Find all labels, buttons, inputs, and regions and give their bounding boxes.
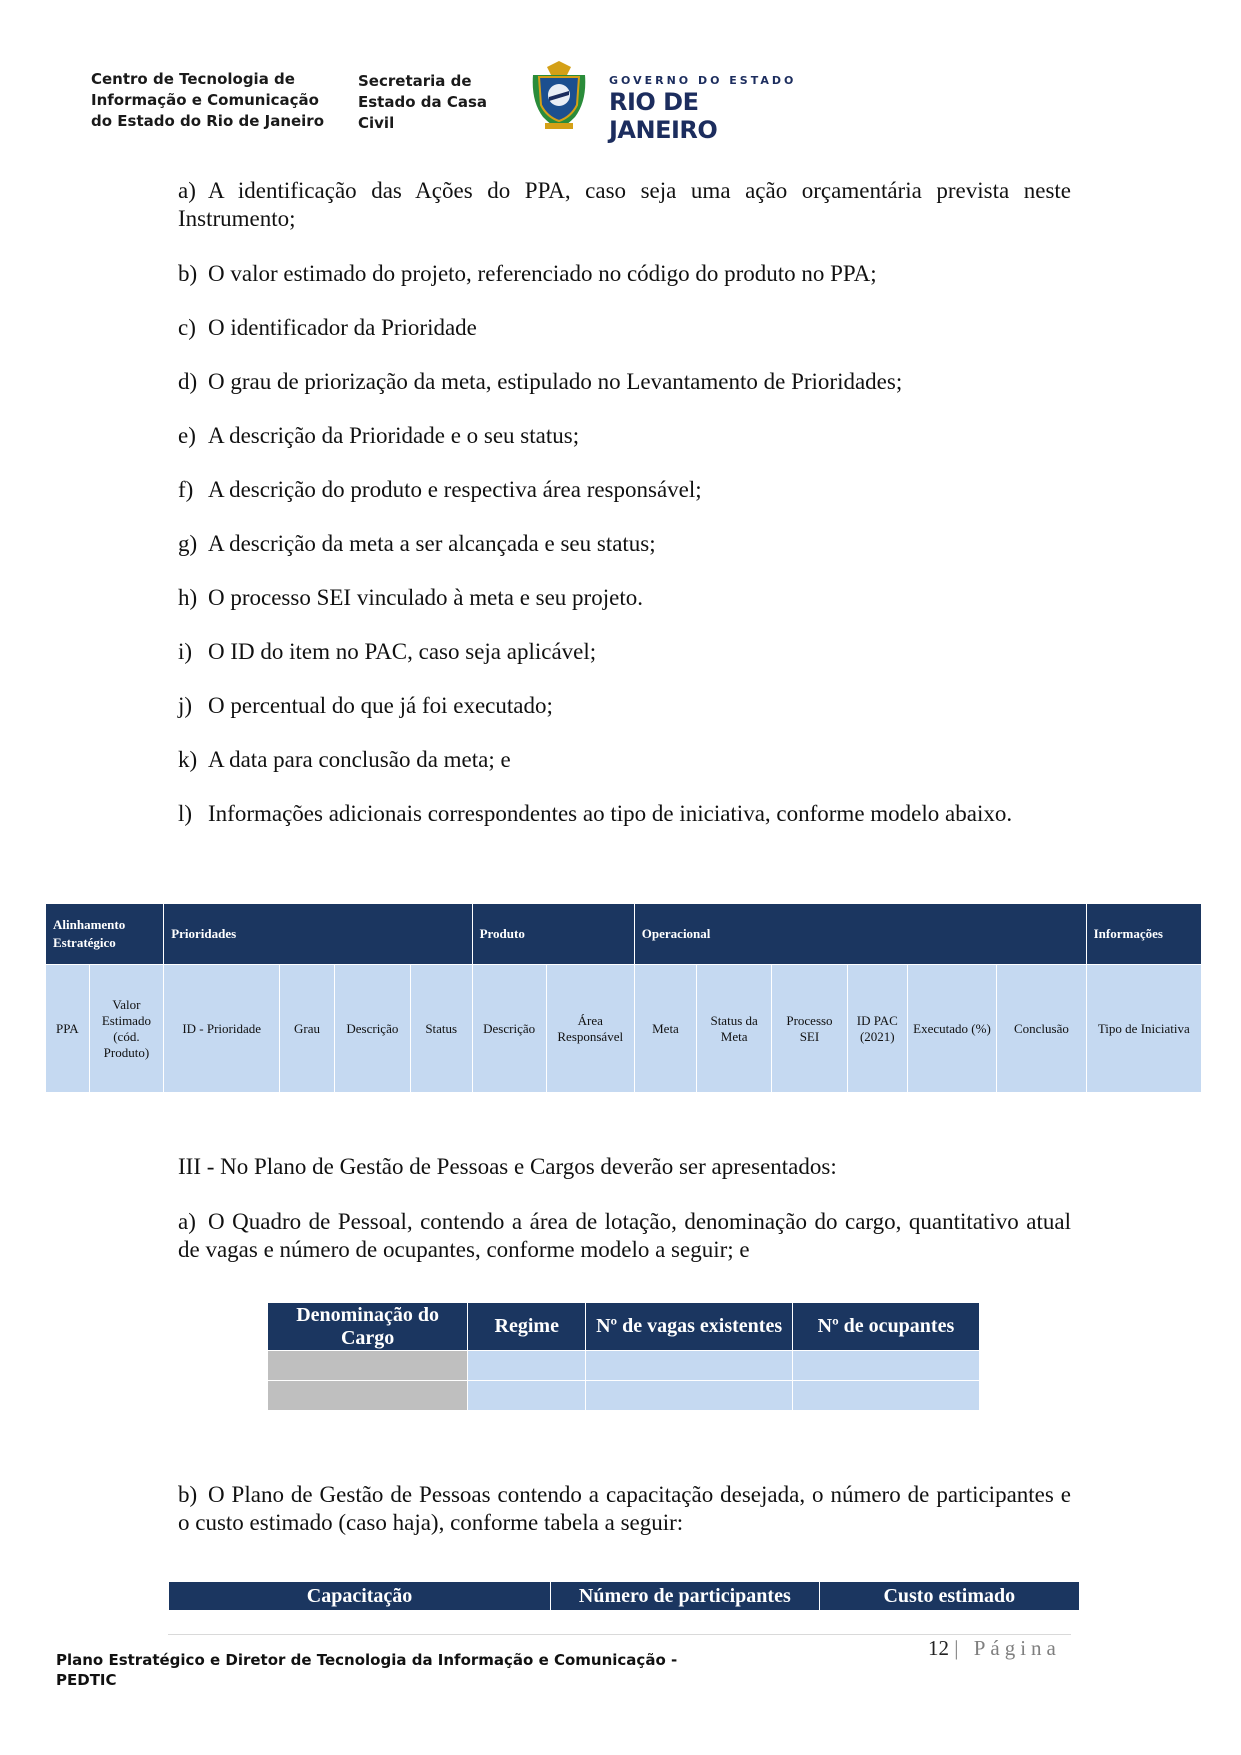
table-header-row bbox=[169, 1582, 1080, 1611]
list-item bbox=[178, 638, 596, 666]
column-header: Status da Meta bbox=[697, 965, 772, 1093]
group-header: Alinhamento Estratégico bbox=[46, 904, 164, 965]
list-item-text: O percentual do que já foi executado; bbox=[208, 693, 553, 718]
column-header: Meta bbox=[634, 965, 696, 1093]
list-item-label: l) bbox=[178, 801, 193, 826]
header-secretariat-line: Civil bbox=[358, 114, 395, 132]
list-item-label: i) bbox=[178, 639, 193, 664]
table-cell bbox=[792, 1381, 979, 1411]
header-org-line: do Estado do Rio de Janeiro bbox=[91, 112, 325, 130]
column-header: Status bbox=[410, 965, 472, 1093]
logo-main-text: RIO DE JANEIRO bbox=[609, 88, 718, 144]
list-item-text: O grau de priorização da meta, estipulado no Levantamento de Prioridades; bbox=[208, 369, 903, 394]
paragraph-text: O Plano de Gestão de Pessoas contendo a capacitação desejada, o número de participantes e o custo estimado (caso haja), conforme tabela a seguir: bbox=[178, 1482, 1071, 1535]
table-group-header-row bbox=[46, 904, 1202, 965]
group-header: Prioridades bbox=[164, 904, 472, 965]
section-title: III - No Plano de Gestão de Pessoas e Cargos deverão ser apresentados: bbox=[178, 1154, 837, 1179]
column-header: ID PAC (2021) bbox=[847, 965, 907, 1093]
list-item-text: A identificação das Ações do PPA, caso seja uma ação orçamentária prevista neste Instrumento; bbox=[178, 178, 1071, 231]
column-header: Grau bbox=[280, 965, 335, 1093]
section-paragraph-a bbox=[178, 1208, 1071, 1264]
table-cell bbox=[268, 1381, 468, 1411]
table-row bbox=[268, 1351, 980, 1381]
table-cell bbox=[468, 1381, 586, 1411]
column-header: Executado (%) bbox=[907, 965, 996, 1093]
table-cell bbox=[468, 1351, 586, 1381]
list-item bbox=[178, 692, 553, 720]
list-item bbox=[178, 530, 656, 558]
column-header: Custo estimado bbox=[819, 1582, 1079, 1611]
paragraph-text: O Quadro de Pessoal, contendo a área de lotação, denominação do cargo, quantitativo atual de vagas e número de ocupantes, conforme modelo a seguir; e bbox=[178, 1209, 1071, 1262]
list-item-text: O ID do item no PAC, caso seja aplicável; bbox=[208, 639, 597, 664]
list-item bbox=[178, 800, 1071, 828]
column-header: Descrição bbox=[472, 965, 546, 1093]
list-item-text: A descrição da meta a ser alcançada e seu status; bbox=[208, 531, 656, 556]
footer-page-indicator bbox=[928, 1636, 1061, 1661]
list-item-label: d) bbox=[178, 369, 198, 394]
column-header: Capacitação bbox=[169, 1582, 551, 1611]
list-item-text: Informações adicionais correspondentes ao tipo de iniciativa, conforme modelo abaixo. bbox=[208, 801, 1013, 826]
footer-document-title: Plano Estratégico e Diretor de Tecnologia da Informação e Comunicação - PEDTIC bbox=[56, 1651, 678, 1689]
rj-coat-of-arms-icon bbox=[527, 61, 591, 133]
column-header: Conclusão bbox=[997, 965, 1086, 1093]
column-header: Valor Estimado (cód. Produto) bbox=[89, 965, 164, 1093]
list-item-text: O processo SEI vinculado à meta e seu projeto. bbox=[208, 585, 643, 610]
list-item bbox=[178, 746, 511, 774]
list-item-label: h) bbox=[178, 585, 198, 610]
header-secretariat bbox=[358, 71, 508, 134]
list-item-label: k) bbox=[178, 747, 198, 772]
table-cell bbox=[792, 1351, 979, 1381]
list-item-label: g) bbox=[178, 531, 198, 556]
footer-divider bbox=[168, 1634, 1071, 1635]
column-header: Área Responsável bbox=[546, 965, 634, 1093]
initiative-model-table bbox=[45, 903, 1202, 1093]
column-header: Número de participantes bbox=[551, 1582, 819, 1611]
column-header: Processo SEI bbox=[772, 965, 848, 1093]
staff-table bbox=[267, 1302, 980, 1411]
list-item bbox=[178, 422, 579, 450]
table-row bbox=[268, 1381, 980, 1411]
header-secretariat-line: Secretaria de bbox=[358, 72, 472, 90]
column-header: Descrição bbox=[334, 965, 410, 1093]
list-item bbox=[178, 368, 902, 396]
table-cell bbox=[586, 1351, 793, 1381]
table-cell bbox=[586, 1381, 793, 1411]
list-item-text: A data para conclusão da meta; e bbox=[208, 747, 511, 772]
list-item-label: c) bbox=[178, 315, 196, 340]
list-item-label: a) bbox=[178, 178, 196, 203]
training-table bbox=[168, 1581, 1080, 1611]
header-org-line: Centro de Tecnologia de bbox=[91, 70, 295, 88]
paragraph-label: b) bbox=[178, 1482, 198, 1507]
list-item bbox=[178, 260, 877, 288]
column-header: Nº de ocupantes bbox=[792, 1303, 979, 1351]
table-header-row bbox=[268, 1303, 980, 1351]
column-header: Nº de vagas existentes bbox=[586, 1303, 793, 1351]
column-header: PPA bbox=[46, 965, 90, 1093]
group-header: Informações bbox=[1086, 904, 1201, 965]
list-item bbox=[178, 584, 643, 612]
list-item-text: A descrição da Prioridade e o seu status; bbox=[208, 423, 580, 448]
column-header: ID - Prioridade bbox=[164, 965, 280, 1093]
list-item bbox=[178, 314, 477, 342]
column-header: Tipo de Iniciativa bbox=[1086, 965, 1201, 1093]
paragraph-label: a) bbox=[178, 1209, 196, 1234]
rj-government-logo bbox=[527, 61, 807, 144]
page-label: | Página bbox=[954, 1636, 1061, 1660]
list-item-text: O identificador da Prioridade bbox=[208, 315, 477, 340]
list-item-label: j) bbox=[178, 693, 193, 718]
list-item-label: f) bbox=[178, 477, 194, 502]
header-org-name bbox=[91, 69, 341, 132]
group-header: Produto bbox=[472, 904, 634, 965]
header-org-line: Informação e Comunicação bbox=[91, 91, 319, 109]
group-header: Operacional bbox=[634, 904, 1086, 965]
list-item bbox=[178, 476, 702, 504]
table-column-header-row bbox=[46, 965, 1202, 1093]
list-item-label: b) bbox=[178, 261, 198, 286]
section-paragraph-b bbox=[178, 1481, 1071, 1537]
table-cell bbox=[268, 1351, 468, 1381]
column-header: Denominação do Cargo bbox=[268, 1303, 468, 1351]
page-number: 12 bbox=[928, 1636, 949, 1660]
list-item-text: O valor estimado do projeto, referenciado no código do produto no PPA; bbox=[208, 261, 877, 286]
logo-top-text: GOVERNO DO ESTADO bbox=[609, 74, 797, 87]
list-item-text: A descrição do produto e respectiva área responsável; bbox=[208, 477, 702, 502]
list-item bbox=[178, 177, 1071, 233]
list-item-label: e) bbox=[178, 423, 196, 448]
column-header: Regime bbox=[468, 1303, 586, 1351]
header-secretariat-line: Estado da Casa bbox=[358, 93, 487, 111]
